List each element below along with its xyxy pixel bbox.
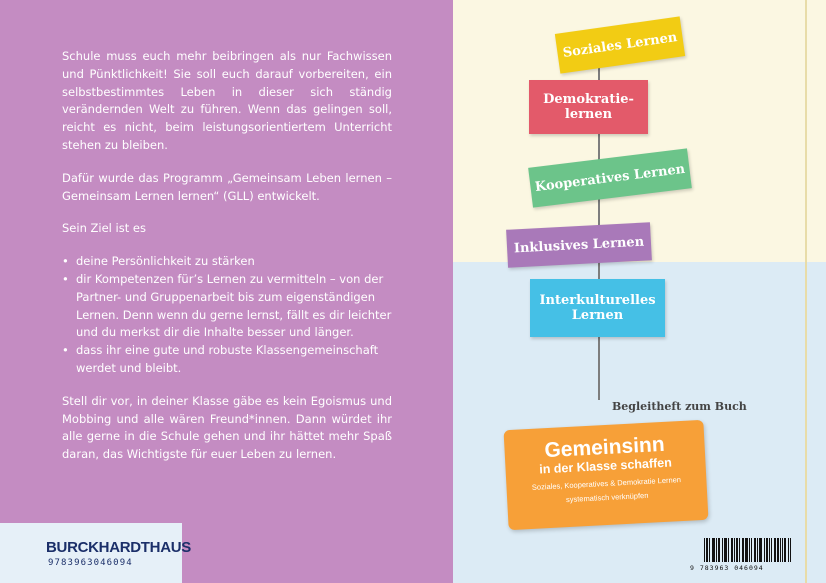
- tag-demokratie-lernen: [529, 80, 648, 134]
- barcode-number: 9 783963 046094: [690, 564, 764, 572]
- book-title-box: [504, 420, 709, 530]
- barcode: [704, 538, 794, 562]
- spine-divider: [805, 0, 807, 583]
- publisher-isbn: 9783963046094: [48, 558, 133, 568]
- tag-label: Lernen: [571, 308, 624, 323]
- tag-inklusives-lernen: [506, 222, 652, 267]
- book-description-line: Soziales, Kooperatives & Demokratie Lernen: [531, 475, 682, 492]
- tag-label: Interkulturelles: [539, 293, 656, 308]
- goal-item: • dir Kompetenzen für’s Lernen zu vermitteln – von der Partner- und Gruppenarbeit bis zum eigenständigen Lernen. Denn wenn du gerne lernst, fällt es dir leichter und du merkst dir die Inhalte besser und länger.: [76, 271, 392, 342]
- tag-label: lernen: [564, 107, 613, 122]
- book-description-line: systematisch verknüpfen: [565, 490, 649, 505]
- tag-label: Demokratie-: [543, 92, 634, 107]
- program-paragraph: Dafür wurde das Programm „Gemeinsam Leben lernen – Gemeinsam Lernen lernen“ (GLL) entwickelt.: [62, 170, 392, 203]
- tag-label: Soziales Lernen: [561, 29, 679, 61]
- goal-item: • deine Persönlichkeit zu stärken: [76, 253, 392, 271]
- publisher-logo: BURCKHARDTHAUS: [46, 539, 191, 556]
- back-cover-text: [62, 48, 392, 479]
- tag-label: Inklusives Lernen: [513, 234, 645, 256]
- goal-list: [62, 253, 392, 378]
- book-subtitle: in der Klasse schaffen: [538, 455, 673, 477]
- intro-paragraph: Schule muss euch mehr beibringen als nur Fachwissen und Pünktlichkeit! Sie soll euch darauf vorbereiten, ein selbstbestimmtes Leben in dieser sich ständig verändernden Welt zu führen. Wenn das gelingen soll, reicht es nicht, beim leistungsorientiertem Unterricht stehen zu bleiben.: [62, 49, 392, 152]
- barcode-bar: [790, 538, 791, 562]
- book-title: Gemeinsinn: [543, 432, 666, 463]
- supplement-label: Begleitheft zum Buch: [612, 400, 747, 413]
- tag-string: [598, 336, 600, 400]
- goal-lead: Sein Ziel ist es: [62, 221, 146, 236]
- goal-item: • dass ihr eine gute und robuste Klassengemeinschaft werdet und bleibt.: [76, 342, 392, 378]
- tag-interkulturelles-lernen: [530, 279, 665, 337]
- closing-paragraph: Stell dir vor, in deiner Klasse gäbe es kein Egoismus und Mobbing und alle wären Freund*innen. Dann würdet ihr alle gerne in die Schule gehen und ihr hättet mehr Spaß daran, das Wichtigste für euer Leben zu lernen.: [62, 393, 392, 462]
- tag-label: Kooperatives Lernen: [534, 161, 686, 195]
